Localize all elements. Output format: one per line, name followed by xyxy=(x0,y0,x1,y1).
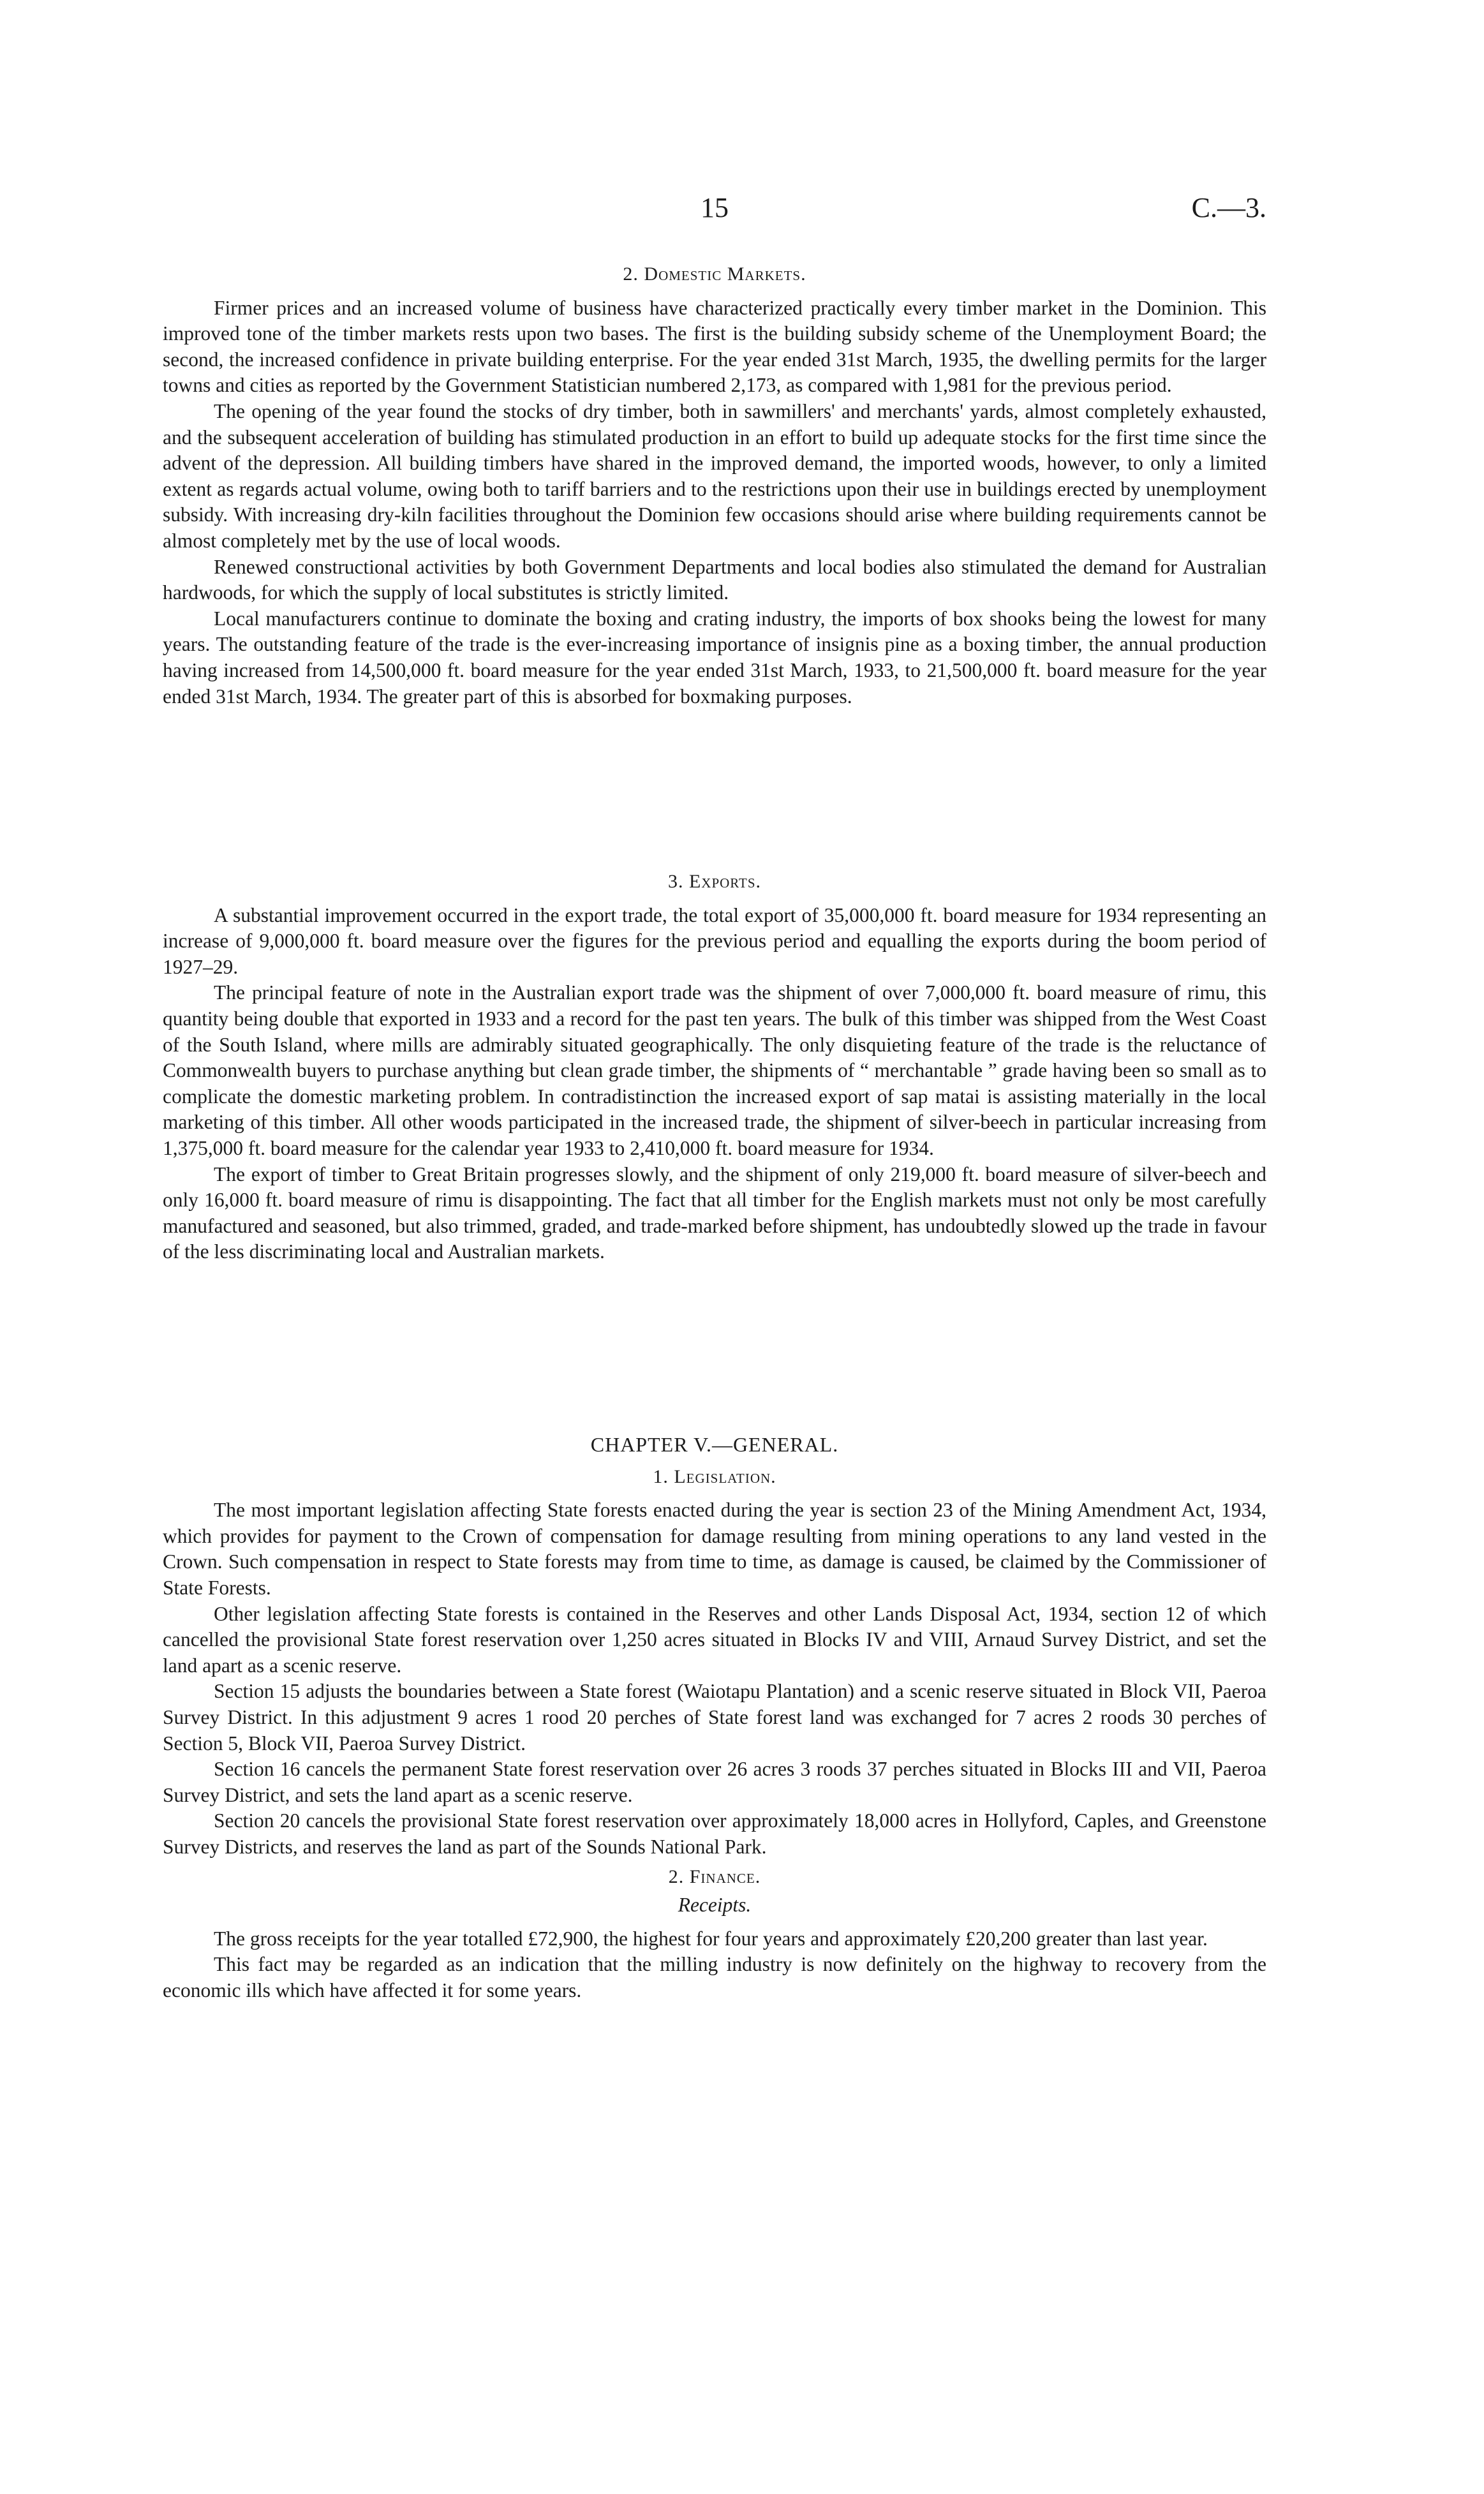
paragraph: Firmer prices and an increased volume of business have characterized practically every timber market in the Dominion. This improved tone of the timber markets rests upon two bases. The first is the building subsidy scheme of the Unemployment Board; the second, the increased confidence in private building enterprise. For the year ended 31st March, 1935, the dwelling permits for the larger towns and cities as reported by the Government Statistician numbered 2,173, as compared with 1,981 for the previous period. xyxy=(163,296,1266,397)
paragraph: The principal feature of note in the Australian export trade was the shipment of over 7,000,000 ft. board measure of rimu, this quantity being double that exported in 1933 and a record for the past ten years. The bulk of this timber was shipped from the West Coast of the South Island, where mills are admirably situated geographically. The only disquieting feature of the trade is the reluctance of Commonwealth buyers to purchase anything but clean grade timber, the shipments of “ merchantable ” grade having been so small as to complicate the domestic marketing problem. In contradistinction the increased export of sap matai is assisting materially in the local marketing of this timber. All other woods participated in the increased trade, the shipment of silver-beech in particular increasing from 1,375,000 ft. board measure for the calendar year 1933 to 2,410,000 ft. board measure for 1934. xyxy=(163,981,1266,1159)
section-title: Domestic Markets. xyxy=(644,264,806,285)
section-title: Finance. xyxy=(689,1866,761,1887)
document-code: C.—3. xyxy=(1191,192,1266,223)
section-heading xyxy=(163,262,1266,288)
page-number: 15 xyxy=(701,192,729,223)
section-heading xyxy=(163,1864,1266,1890)
section-number: 3. xyxy=(667,871,684,892)
section-number: 2. xyxy=(668,1866,685,1887)
paragraph: This fact may be regarded as an indication that the milling industry is now definitely on the highway to recovery from the economic ills which have affected it for some years. xyxy=(163,1953,1266,2001)
paragraph: Local manufacturers continue to dominate the boxing and crating industry, the imports of box shooks being the lowest for many years. The outstanding feature of the trade is the ever-increasing importance of insignis pine as a boxing timber, the annual production having increased from 14,500,000 ft. board measure for the year ended 31st March, 1933, to 21,500,000 ft. board measure for the year ended 31st March, 1934. The greater part of this is absorbed for boxmaking purposes. xyxy=(163,607,1266,708)
chapter-title: CHAPTER V.—GENERAL. xyxy=(590,1433,839,1456)
paragraph: Section 20 cancels the provisional State forest reservation over approximately 18,000 acres in Hollyford, Caples, and Greenstone Survey Districts, and reserves the land as part of the Sounds National Park. xyxy=(163,1809,1266,1858)
section-number: 2. xyxy=(623,264,639,285)
paragraph: Section 16 cancels the permanent State forest reservation over 26 acres 3 roods 37 perches situated in Blocks III and VII, Paeroa Survey District, and sets the land apart as a scenic reserve. xyxy=(163,1758,1266,1806)
paragraph: Renewed constructional activities by both Government Departments and local bodies also stimulated the demand for Australian hardwoods, for which the supply of local substitutes is strictly limited. xyxy=(163,555,1266,604)
paragraph: A substantial improvement occurred in the export trade, the total export of 35,000,000 ft. board measure for 1934 representing an increase of 9,000,000 ft. board measure over the figures for the previous period and equalling the exports during the boom period of 1927–29. xyxy=(163,903,1266,978)
paragraph: Section 15 adjusts the boundaries between a State forest (Waiotapu Plantation) and a scenic reserve situated in Block VII, Paeroa Survey District. In this adjustment 9 acres 1 rood 20 perches of State forest land was exchanged for 7 acres 2 roods 30 perches of Section 5, Block VII, Paeroa Survey District. xyxy=(163,1680,1266,1755)
paragraph: The opening of the year found the stocks of dry timber, both in sawmillers' and merchants' yards, almost completely exhausted, and the subsequent acceleration of building has stimulated production in an effort to build up adequate stocks for the first time since the advent of the depression. All building timbers have shared in the improved demand, the imported woods, however, to only a limited extent as regards actual volume, owing both to tariff barriers and to the restrictions upon their use in buildings erected by unemployment subsidy. With increasing dry-kiln facilities throughout the Dominion few occasions should arise where building requirements cannot be almost completely met by the use of local woods. xyxy=(163,399,1266,552)
section-heading xyxy=(163,869,1266,895)
paragraph: The most important legislation affecting State forests enacted during the year is section 23 of the Mining Amendment Act, 1934, which provides for payment to the Crown of compensation for damage resulting from mining operations to any land vested in the Crown. Such compensation in respect to State forests may from time to time, as damage is caused, be claimed by the Commissioner of State Forests. xyxy=(163,1499,1266,1599)
chapter-general xyxy=(163,1432,1266,2003)
page-header xyxy=(163,191,1266,230)
section-domestic-markets xyxy=(163,262,1266,709)
paragraph: Other legislation affecting State forests is contained in the Reserves and other Lands Disposal Act, 1934, section 12 of which cancelled the provisional State forest reservation over 1,250 acres situated in Blocks IV and VIII, Arnaud Survey District, and set the land apart as a scenic reserve. xyxy=(163,1602,1266,1677)
section-number: 1. xyxy=(653,1466,669,1487)
section-title: Exports. xyxy=(688,871,762,892)
section-heading xyxy=(163,1464,1266,1490)
paragraph: The export of timber to Great Britain progresses slowly, and the shipment of only 219,000 ft. board measure of silver-beech and only 16,000 ft. board measure of rimu is disappointing. The fact that all timber for the English markets must not only be most carefully manufactured and seasoned, but also trimmed, graded, and trade-marked before shipment, has undoubtedly slowed up the trade in favour of the less discriminating local and Australian markets. xyxy=(163,1162,1266,1263)
subsection-title: Receipts. xyxy=(678,1894,752,1917)
section-title: Legislation. xyxy=(674,1466,776,1487)
section-exports xyxy=(163,869,1266,1265)
paragraph: The gross receipts for the year totalled £72,900, the highest for four years and approximately £20,200 greater than last year. xyxy=(214,1927,1208,1950)
